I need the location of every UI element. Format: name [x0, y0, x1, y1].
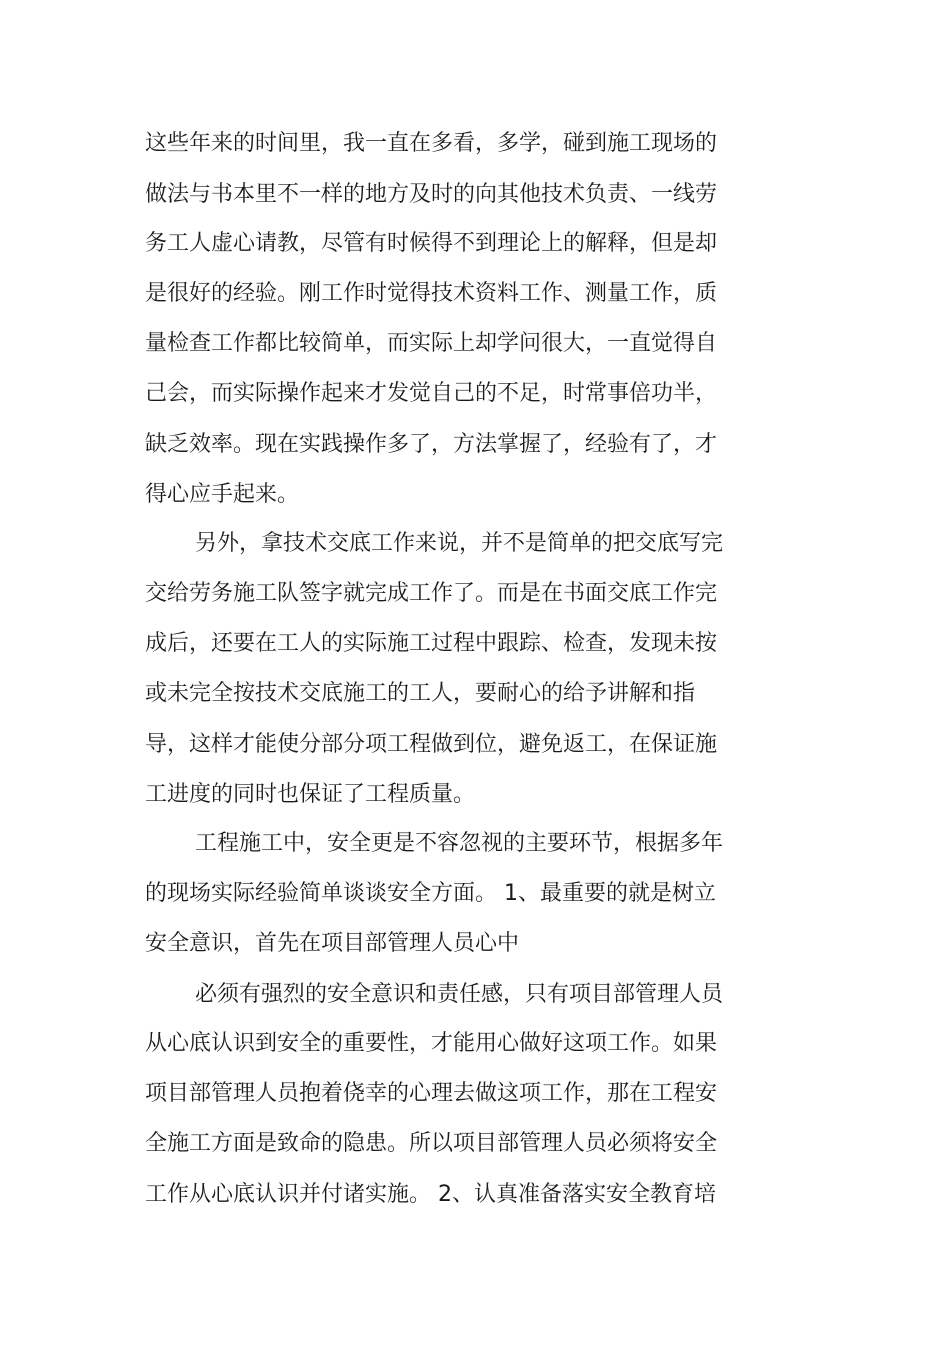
text-line: 项目部管理人员抱着侥幸的心理去做这项工作，那在工程安: [145, 1081, 718, 1106]
text-line: 做法与书本里不一样的地方及时的向其他技术负责、一线劳: [145, 182, 718, 207]
text-line: 交给劳务施工队签字就完成工作了。而是在书面交底工作完: [145, 581, 718, 606]
text-line: 缺乏效率。现在实践操作多了，方法掌握了，经验有了，才: [145, 432, 718, 457]
text-line: 己会，而实际操作起来才发觉自己的不足，时常事倍功半，: [145, 381, 718, 406]
text-line: 或未完全按技术交底施工的工人，要耐心的给予讲解和指: [145, 681, 696, 706]
text-line: 的现场实际经验简单谈谈安全方面。 1、最重要的就是树立: [145, 881, 716, 906]
text-line: 量检查工作都比较简单，而实际上却学问很大，一直觉得自: [145, 331, 718, 356]
paragraph-start-line: 必须有强烈的安全意识和责任感，只有项目部管理人员: [195, 982, 724, 1007]
text-line: 得心应手起来。: [145, 482, 300, 507]
paragraph-start-line: 工程施工中，安全更是不容忽视的主要环节，根据多年: [195, 831, 724, 856]
text-line: 全施工方面是致命的隐患。所以项目部管理人员必须将安全: [145, 1131, 718, 1156]
text-line: 是很好的经验。刚工作时觉得技术资料工作、测量工作，质: [145, 281, 718, 306]
text-line: 这些年来的时间里，我一直在多看，多学，碰到施工现场的: [145, 131, 718, 156]
text-line: 成后，还要在工人的实际施工过程中跟踪、检查，发现未按: [145, 631, 718, 656]
text-line: 导，这样才能使分部分项工程做到位，避免返工，在保证施: [145, 732, 718, 757]
paragraph-start-line: 另外，拿技术交底工作来说，并不是简单的把交底写完: [195, 531, 724, 556]
text-line: 工进度的同时也保证了工程质量。: [145, 782, 476, 807]
text-line: 务工人虚心请教，尽管有时候得不到理论上的解释，但是却: [145, 231, 718, 256]
text-line: 安全意识，首先在项目部管理人员心中: [145, 931, 520, 956]
text-line: 工作从心底认识并付诸实施。 2、认真准备落实安全教育培: [145, 1182, 716, 1207]
text-line: 从心底认识到安全的重要性，才能用心做好这项工作。如果: [145, 1031, 718, 1056]
